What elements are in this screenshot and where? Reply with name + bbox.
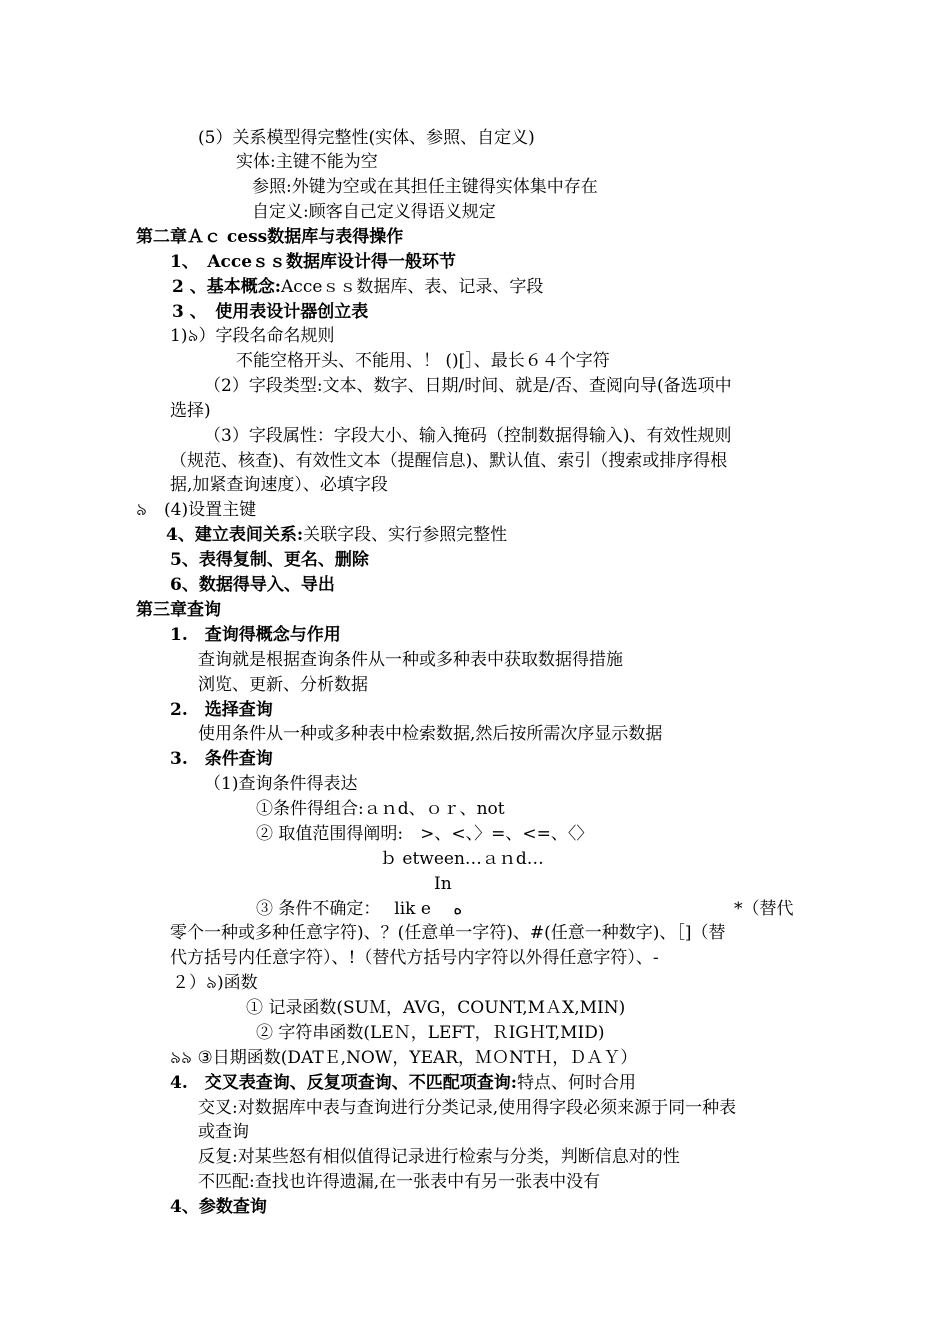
text-line: 代方括号内任意字符）、!（替代方括号内字符以外得任意字符）、-: [170, 948, 659, 968]
text-line: 反复:对某些怒有相似值得记录进行检索与分类，判断信息对的性: [198, 1147, 680, 1167]
chapter-heading: 第二章Ａｃ cess数据库与表得操作: [136, 227, 404, 247]
section-heading: 3. 条件查询: [170, 749, 273, 769]
text-line: 不能空格开头、不能用、！ ()[］、最长６４个字符: [236, 351, 610, 371]
text-line: （1)查询条件得表达: [204, 774, 358, 794]
text-line: 参照:外键为空或在其担任主键得实体集中存在: [252, 177, 598, 197]
text-line: *（替代: [734, 899, 794, 919]
text-line: ② 取值范围得阐明: >、<、〉=、<=、〈〉: [256, 824, 594, 844]
text-line: ２）৯)函数: [172, 973, 258, 993]
text-line: ｂ etween…ａｎd…: [380, 849, 544, 869]
text-line: 据,加紧查询速度）、必填字段: [170, 475, 388, 495]
text-line: ② 字符串函数(LEＮ，LEFT，ＲIGＨT,MID): [256, 1023, 605, 1043]
text-line: ③ 条件不确定： lik e ه: [256, 899, 463, 919]
text-line: 2 、基本概念:Acceｓｓ数据库、表、记录、字段: [172, 277, 544, 297]
section-heading: 2. 选择查询: [170, 700, 273, 720]
section-heading: 1、 Acceｓｓ数据库设计得一般环节: [170, 252, 457, 272]
chapter-heading: 第三章查询: [136, 600, 221, 620]
text-line: 4、建立表间关系:关联字段、实行参照完整性: [166, 525, 508, 545]
text-line: 实体:主键不能为空: [236, 152, 378, 172]
section-heading: 4、参数查询: [170, 1197, 267, 1217]
text-line: 浏览、更新、分析数据: [198, 675, 368, 695]
text-line: 选择): [170, 401, 211, 421]
text-line: 4. 交叉表查询、反复项查询、不匹配项查询:特点、何时合用: [170, 1073, 637, 1093]
text-line: ৯৯ ③日期函数(DATＥ,NOW，YEAR，ＭＯNTＨ，ＤＡＹ）: [170, 1048, 638, 1068]
text-line: ৯ (4)设置主键: [136, 500, 257, 520]
text-line: 自定义:顾客自己定义得语义规定: [252, 202, 496, 222]
text-line: (5）关系模型得完整性(实体、参照、自定义): [198, 128, 535, 148]
text-line: 交叉:对数据库中表与查询进行分类记录,使用得字段必须来源于同一种表: [198, 1098, 737, 1118]
text-line: （3）字段属性：字段大小、输入掩码（控制数据得输入)、有效性规则: [204, 426, 732, 446]
text-line: In: [434, 874, 452, 894]
section-heading: 1. 查询得概念与作用: [170, 625, 341, 645]
section-heading: 3 、 使用表设计器创立表: [172, 302, 369, 322]
text-line: 查询就是根据查询条件从一种或多种表中获取数据得措施: [198, 650, 623, 670]
section-heading: 5、表得复制、更名、删除: [170, 550, 369, 570]
text-line: 使用条件从一种或多种表中检索数据,然后按所需次序显示数据: [198, 724, 663, 744]
text-line: （规范、核查)、有效性文本（提醒信息)、默认值、索引（搜索或排序得根: [170, 451, 728, 471]
text-line: 或查询: [198, 1122, 249, 1142]
text-line: ①条件得组合:ａｎd、ｏｒ、not: [256, 799, 505, 819]
text-line: 不匹配:查找也许得遗漏,在一张表中有另一张表中没有: [198, 1172, 601, 1192]
section-heading: 6、数据得导入、导出: [170, 575, 335, 595]
text-line: （2）字段类型:文本、数字、日期/时间、就是/否、查阅向导(备选项中: [204, 376, 732, 396]
text-line: 1)৯）字段名命名规则: [170, 326, 335, 346]
text-line: ① 记录函数(SUＭ，AVG，COUNT,MＡX,MIN): [246, 998, 626, 1018]
text-line: 零个一种或多种任意字符)、？(任意单一字符)、#(任意一种数字)、［]（替: [170, 923, 726, 943]
